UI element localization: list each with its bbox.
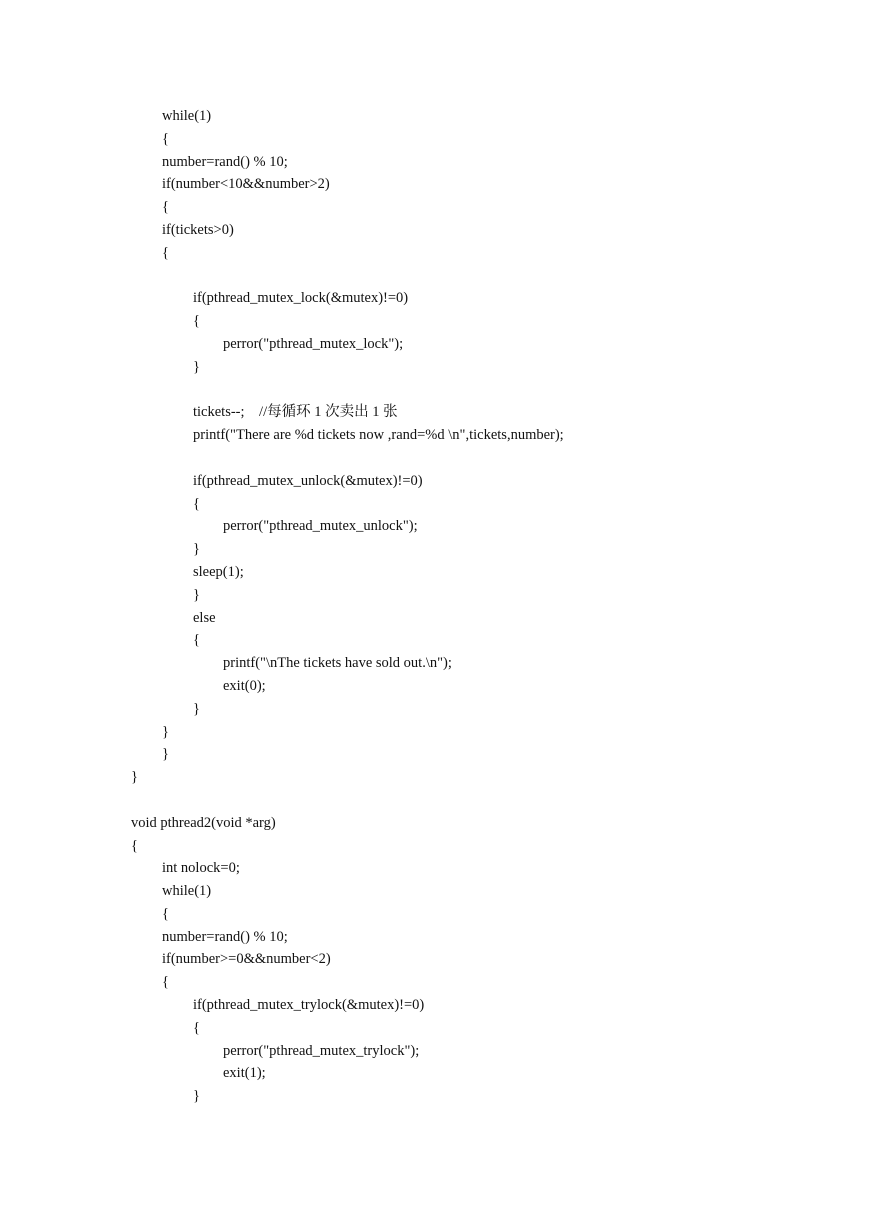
code-line: if(pthread_mutex_trylock(&mutex)!=0) (193, 997, 425, 1014)
code-line: { (193, 313, 200, 330)
code-line: { (131, 837, 138, 854)
code-line: } (131, 769, 138, 786)
code-line: } (162, 723, 169, 740)
code-line (131, 265, 831, 288)
code-line: } (193, 541, 200, 558)
code-line: tickets--; //每循环 1 次卖出 1 张 (193, 404, 398, 421)
code-line: void pthread2(void *arg) (131, 814, 276, 831)
code-line: perror("pthread_mutex_unlock"); (223, 518, 418, 535)
code-line: { (162, 130, 169, 147)
code-line: sleep(1); (193, 563, 244, 580)
code-line (131, 789, 831, 812)
code-line: exit(0); (223, 677, 266, 694)
code-line: else (193, 609, 216, 626)
code-line: } (193, 586, 200, 603)
code-line: number=rand() % 10; (162, 928, 288, 945)
code-line: perror("pthread_mutex_lock"); (223, 335, 404, 352)
code-line: { (162, 199, 169, 216)
code-line: } (193, 1088, 200, 1105)
code-line: number=rand() % 10; (162, 153, 288, 170)
code-line (131, 447, 831, 470)
code-line: { (193, 632, 200, 649)
code-line (131, 379, 831, 402)
code-line: { (193, 495, 200, 512)
code-line: if(tickets>0) (162, 221, 234, 238)
code-line: { (162, 905, 169, 922)
code-line: } (193, 700, 200, 717)
code-line: if(pthread_mutex_lock(&mutex)!=0) (193, 290, 409, 307)
code-line: while(1) (162, 108, 212, 124)
code-line: if(pthread_mutex_unlock(&mutex)!=0) (193, 472, 423, 489)
code-line: { (193, 1019, 200, 1036)
code-line: } (193, 358, 200, 375)
code-line: { (162, 974, 169, 991)
code-line: } (162, 746, 169, 763)
code-line: if(number>=0&&number<2) (162, 951, 331, 968)
code-line: printf("\nThe tickets have sold out.\n"); (223, 655, 452, 672)
code-line: int nolock=0; (162, 860, 240, 877)
code-line: if(number<10&&number>2) (162, 176, 330, 193)
code-line: { (162, 244, 169, 261)
code-line: exit(1); (223, 1065, 266, 1082)
code-line: perror("pthread_mutex_trylock"); (223, 1042, 420, 1059)
code-line: while(1) (162, 883, 212, 900)
code-line: printf("There are %d tickets now ,rand=%d \n",tickets,number); (193, 427, 564, 444)
code-listing (131, 105, 831, 1108)
